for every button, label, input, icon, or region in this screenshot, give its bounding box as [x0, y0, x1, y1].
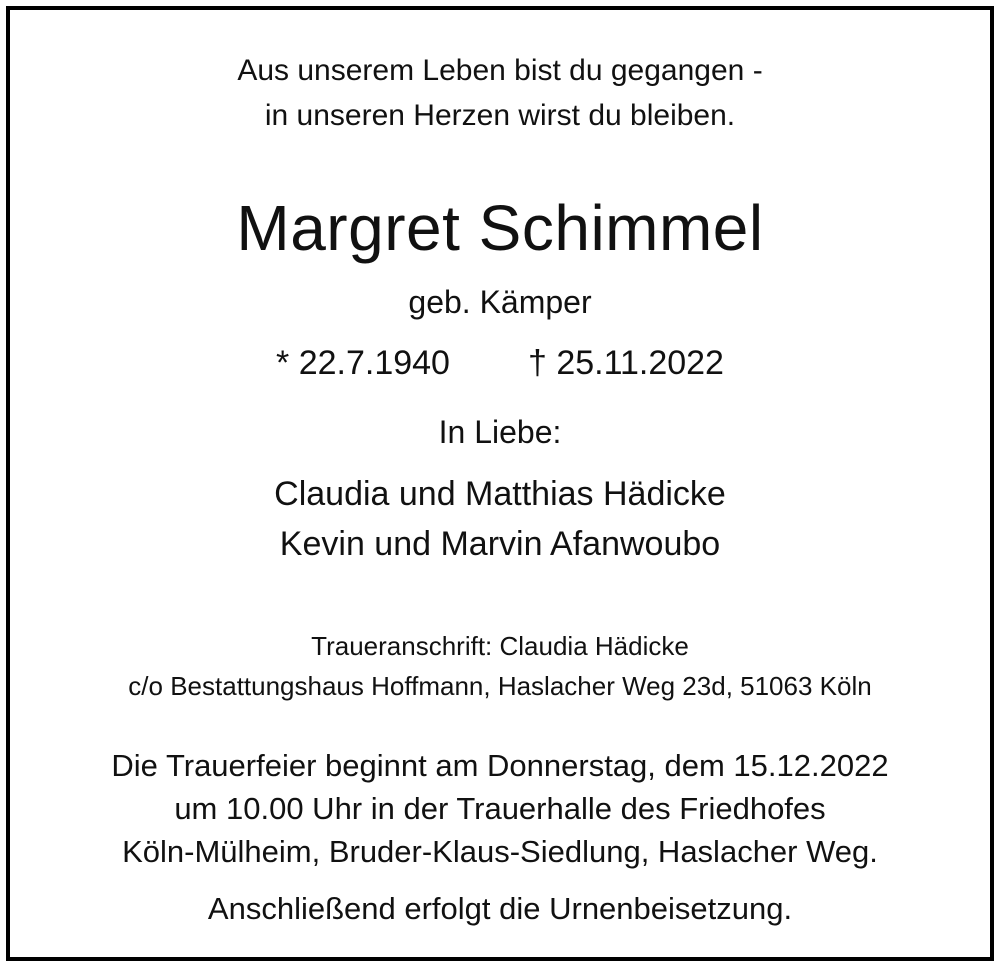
birth-date: * 22.7.1940 — [276, 344, 450, 382]
mourners-intro: In Liebe: — [438, 414, 562, 450]
service-line-4: Anschließend erfolgt die Urnenbeisetzung. — [207, 891, 793, 926]
deceased-name: Margret Schimmel — [236, 192, 764, 264]
service-line-2: um 10.00 Uhr in der Trauerhalle des Friedhofes — [174, 791, 826, 826]
motto-line-1: Aus unserem Leben bist du gegangen - — [237, 54, 763, 87]
mourners-line-2: Kevin und Marvin Afanwoubo — [279, 525, 721, 563]
death-date: † 25.11.2022 — [527, 344, 724, 382]
maiden-name: geb. Kämper — [408, 284, 592, 320]
motto-line-2: in unseren Herzen wirst du bleiben. — [264, 99, 736, 132]
service-line-3: Köln-Mülheim, Bruder-Klaus-Siedlung, Haslacher Weg. — [122, 834, 878, 869]
life-dates — [0, 346, 1000, 380]
address-line-1: Traueranschrift: Claudia Hädicke — [311, 631, 689, 661]
service-line-1: Die Trauerfeier beginnt am Donnerstag, dem 15.12.2022 — [111, 748, 889, 783]
mourners-line-1: Claudia und Matthias Hädicke — [274, 475, 726, 513]
address-line-2: c/o Bestattungshaus Hoffmann, Haslacher Weg 23d, 51063 Köln — [128, 671, 872, 701]
